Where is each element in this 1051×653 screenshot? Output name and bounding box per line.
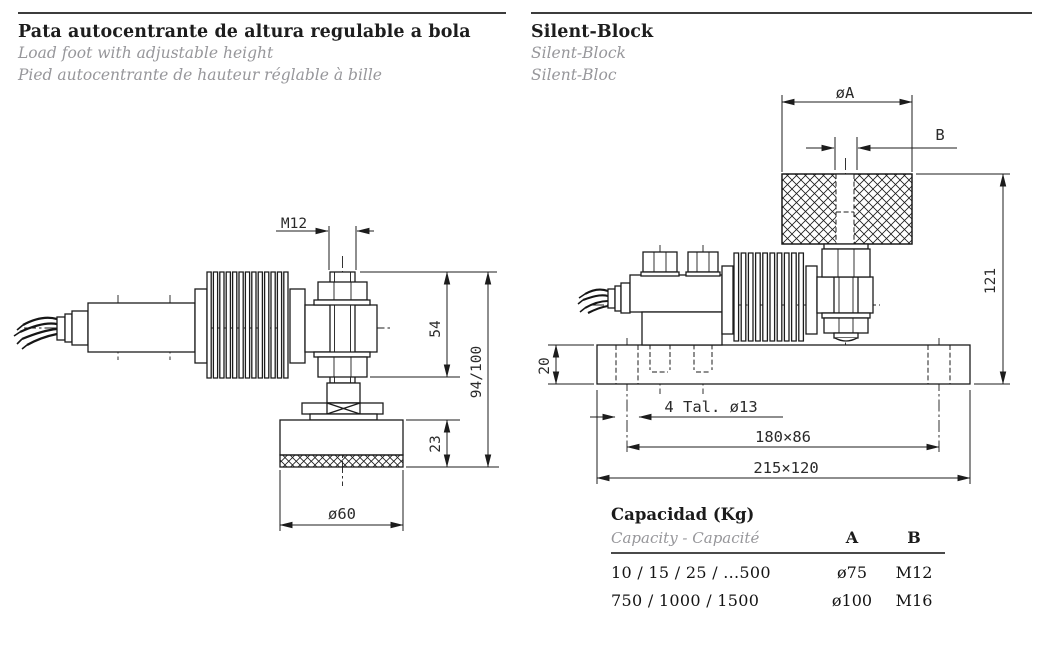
load-cell-body-right xyxy=(630,275,722,345)
dim-plate-thickness-20: 20 xyxy=(537,357,553,375)
upper-nut xyxy=(314,282,370,305)
value-a-cell: ø100 xyxy=(831,591,873,610)
dim-height-54: 54 xyxy=(428,320,444,338)
dim-holes-label: 4 Tal. ø13 xyxy=(664,398,758,416)
dim-foot-height-23: 23 xyxy=(428,435,444,453)
value-b-cell: M12 xyxy=(895,563,933,582)
value-b-cell: M16 xyxy=(895,591,933,610)
left-subtitle-fr: Pied autocentrante de hauteur réglable à bille xyxy=(18,65,382,84)
left-subtitle-en: Load foot with adjustable height xyxy=(18,44,274,62)
dim-thread-B: B xyxy=(935,126,945,144)
ball-joint xyxy=(302,383,383,420)
load-cell-body xyxy=(88,303,195,352)
cable-gland xyxy=(57,311,88,345)
dim-foot-diameter-60: ø60 xyxy=(328,505,356,523)
table-row xyxy=(611,591,945,610)
cable xyxy=(14,318,57,349)
left-title: Pata autocentrante de altura regulable a bola xyxy=(18,22,471,42)
dim-height-121: 121 xyxy=(983,267,999,295)
base-plate xyxy=(597,345,970,384)
dim-height-94-100: 94/100 xyxy=(469,345,485,399)
column-header-b: B xyxy=(907,528,921,547)
lower-nut xyxy=(314,352,370,377)
mounting-bolts xyxy=(641,252,720,276)
left-dimensions xyxy=(276,226,499,531)
bellows xyxy=(195,272,305,378)
right-subtitle-fr: Silent-Bloc xyxy=(531,65,617,84)
capacity-cell: 10 / 15 / 25 / ...500 xyxy=(611,563,771,582)
cable-right xyxy=(578,290,608,313)
right-title: Silent-Block xyxy=(531,22,654,42)
silent-block-diagram xyxy=(578,158,970,452)
right-subtitle-en: Silent-Block xyxy=(531,44,626,62)
value-a-cell: ø75 xyxy=(837,563,867,582)
dim-plate-size: 215×120 xyxy=(753,459,819,477)
dim-block-diameter-A: øA xyxy=(835,84,855,102)
foot xyxy=(280,420,403,467)
table-subtitle: Capacity - Capacité xyxy=(611,529,760,547)
capacity-table xyxy=(611,504,945,610)
table-row xyxy=(611,563,945,582)
dim-thread-m12: M12 xyxy=(280,216,308,232)
cable-gland-right xyxy=(608,283,630,313)
stud-assembly xyxy=(817,244,873,341)
table-header-row xyxy=(611,528,945,554)
load-foot-diagram xyxy=(14,256,403,486)
dim-hole-spacing: 180×86 xyxy=(755,428,811,446)
capacity-cell: 750 / 1000 / 1500 xyxy=(611,591,760,610)
silent-block-rubber xyxy=(782,174,912,244)
bellows-right xyxy=(722,253,817,341)
column-header-a: A xyxy=(845,528,859,547)
table-title: Capacidad (Kg) xyxy=(611,505,755,524)
